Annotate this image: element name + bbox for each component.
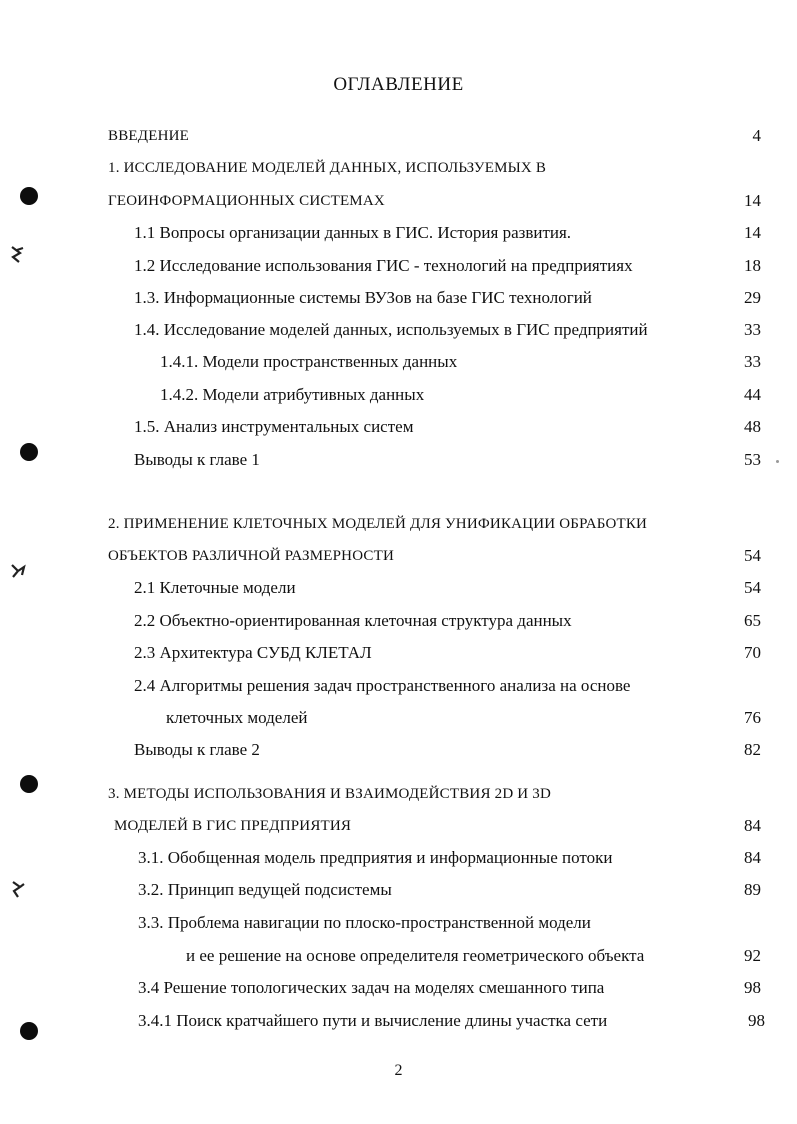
toc-entry-1-4-2: 1.4.2. Модели атрибутивных данных [160,385,425,404]
toc-page-introduction: 4 [752,126,761,145]
toc-entry-2-1: 2.1 Клеточные модели [134,578,296,597]
toc-entry-1-4: 1.4. Исследование моделей данных, используемых в ГИС предприятий [134,320,648,339]
toc-entry-3-3-line-1: 3.3. Проблема навигации по плоско-пространственной модели [138,913,591,932]
binding-mark-3 [8,879,28,899]
toc-entry-introduction: ВВЕДЕНИЕ [108,128,189,144]
toc-entry-2-4-line-1: 2.4 Алгоритмы решения задач пространственного анализа на основе [134,676,631,695]
toc-page-3-2: 89 [744,880,761,899]
toc-page-3-4-1: 98 [748,1011,765,1030]
toc-page-2-3: 70 [744,643,761,662]
punch-hole-1 [20,187,38,205]
toc-page-conclusions-1: 53 [744,450,761,469]
toc-page-1-3: 29 [744,288,761,307]
toc-entry-2-2: 2.2 Объектно-ориентированная клеточная структура данных [134,611,572,630]
toc-entry-1-2: 1.2 Исследование использования ГИС - технологий на предприятиях [134,256,633,275]
toc-entry-chapter-2-line-1: 2. ПРИМЕНЕНИЕ КЛЕТОЧНЫХ МОДЕЛЕЙ ДЛЯ УНИФИКАЦИИ ОБРАБОТКИ [108,516,648,532]
toc-page-1-4-1: 33 [744,352,761,371]
toc-page-chapter-3: 84 [744,816,761,835]
toc-entry-conclusions-1: Выводы к главе 1 [134,450,260,469]
toc-entry-1-5: 1.5. Анализ инструментальных систем [134,417,414,436]
punch-hole-3 [20,775,38,793]
toc-entry-chapter-3-line-1: 3. МЕТОДЫ ИСПОЛЬЗОВАНИЯ И ВЗАИМОДЕЙСТВИЯ 2D И 3D [108,786,552,802]
toc-entry-1-3: 1.3. Информационные системы ВУЗов на базе ГИС технологий [134,288,592,307]
toc-title: ОГЛАВЛЕНИЕ [333,74,464,95]
toc-entry-chapter-1-line-1: 1. ИССЛЕДОВАНИЕ МОДЕЛЕЙ ДАННЫХ, ИСПОЛЬЗУЕМЫХ В [108,160,547,176]
toc-page-chapter-1: 14 [744,191,761,210]
toc-entry-3-2: 3.2. Принцип ведущей подсистемы [138,880,392,899]
page-number: 2 [394,1062,403,1079]
toc-page-2-4: 76 [744,708,761,727]
toc-entry-3-4-1: 3.4.1 Поиск кратчайшего пути и вычисление длины участка сети [138,1011,608,1030]
toc-entry-conclusions-2: Выводы к главе 2 [134,740,260,759]
punch-hole-2 [20,443,38,461]
toc-entry-1-1: 1.1 Вопросы организации данных в ГИС. История развития. [134,223,572,242]
toc-page-3-4: 98 [744,978,761,997]
toc-entry-3-3-line-2: и ее решение на основе определителя геометрического объекта [186,946,645,965]
toc-page-2-2: 65 [744,611,761,630]
toc-page-1-4-2: 44 [744,385,761,404]
toc-page-1-5: 48 [744,417,761,436]
toc-page-3-1: 84 [744,848,761,867]
toc-entry-chapter-1-line-2: ГЕОИНФОРМАЦИОННЫХ СИСТЕМАХ [108,193,385,209]
toc-entry-chapter-2-line-2: ОБЪЕКТОВ РАЗЛИЧНОЙ РАЗМЕРНОСТИ [108,548,395,564]
binding-mark-2 [8,561,28,581]
toc-page-1-1: 14 [744,223,761,242]
toc-entry-2-3: 2.3 Архитектура СУБД КЛЕТАЛ [134,643,372,662]
toc-page-1-4: 33 [744,320,761,339]
toc-page-chapter-2: 54 [744,546,761,565]
toc-page-3-3: 92 [744,946,761,965]
toc-entry-chapter-3-line-2: МОДЕЛЕЙ В ГИС ПРЕДПРИЯТИЯ [114,818,352,834]
toc-page-1-2: 18 [744,256,761,275]
toc-entry-1-4-1: 1.4.1. Модели пространственных данных [160,352,458,371]
scan-speck [776,460,779,463]
toc-page-2-1: 54 [744,578,761,597]
binding-mark-1 [8,244,28,264]
toc-page-conclusions-2: 82 [744,740,761,759]
toc-entry-3-1: 3.1. Обобщенная модель предприятия и информационные потоки [138,848,613,867]
toc-entry-3-4: 3.4 Решение топологических задач на моделях смешанного типа [138,978,605,997]
punch-hole-4 [20,1022,38,1040]
toc-entry-2-4-line-2: клеточных моделей [166,708,308,727]
